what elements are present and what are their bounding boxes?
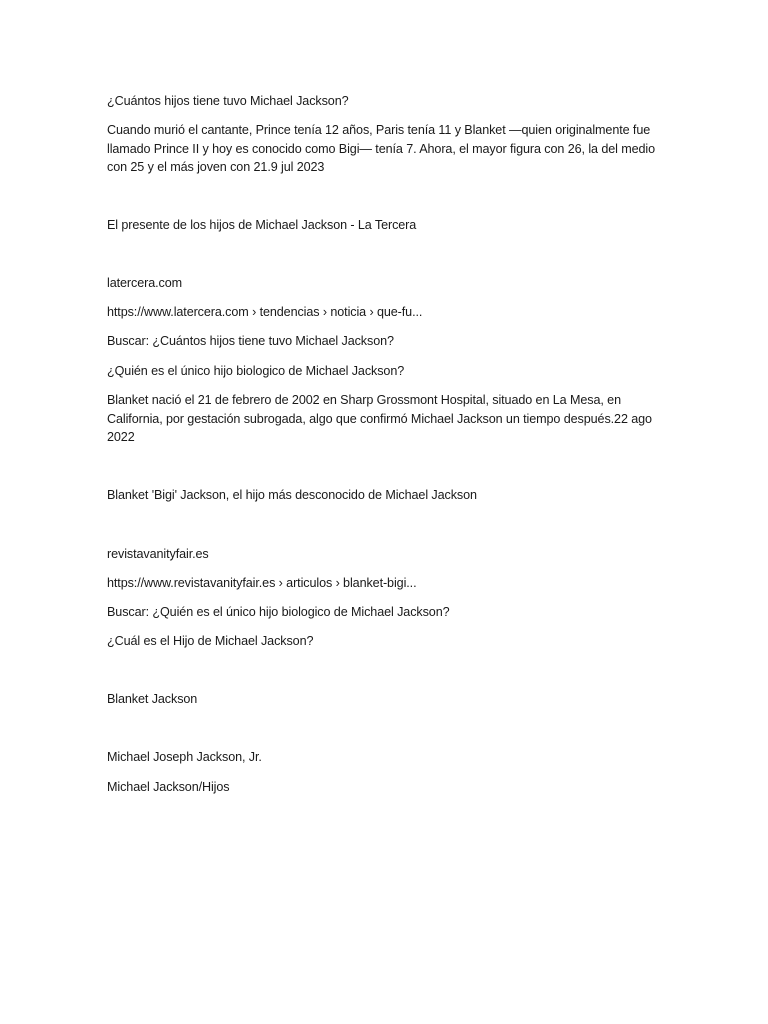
source-domain-latercera: latercera.com bbox=[107, 276, 182, 290]
question-which-son: ¿Cuál es el Hijo de Michael Jackson? bbox=[107, 634, 314, 648]
source-url-vanityfair: https://www.revistavanityfair.es › articulos › blanket-bigi... bbox=[107, 576, 417, 590]
search-query-biological-child: Buscar: ¿Quién es el único hijo biologico de Michael Jackson? bbox=[107, 605, 450, 619]
question-how-many-children: ¿Cuántos hijos tiene tuvo Michael Jackson? bbox=[107, 94, 349, 108]
source-url-latercera: https://www.latercera.com › tendencias › noticia › que-fu... bbox=[107, 305, 423, 319]
answer-blanket-jackson: Blanket Jackson bbox=[107, 692, 198, 706]
question-biological-child: ¿Quién es el único hijo biologico de Michael Jackson? bbox=[107, 364, 405, 378]
breadcrumb-michael-jackson-hijos: Michael Jackson/Hijos bbox=[107, 780, 230, 794]
answer-blanket-birth: Blanket nació el 21 de febrero de 2002 en Sharp Grossmont Hospital, situado en La Mesa, en California, por gestación subrogada, algo que confirmó Michael Jackson un tiempo después.22 ago 2022 bbox=[107, 393, 652, 444]
source-domain-vanityfair: revistavanityfair.es bbox=[107, 547, 209, 561]
answer-michael-joseph-jackson-jr: Michael Joseph Jackson, Jr. bbox=[107, 750, 262, 764]
search-query-how-many-children: Buscar: ¿Cuántos hijos tiene tuvo Michael Jackson? bbox=[107, 334, 394, 348]
answer-children-ages: Cuando murió el cantante, Prince tenía 12 años, Paris tenía 11 y Blanket —quien originalmente fue llamado Prince II y hoy es conocido como Bigi— tenía 7. Ahora, el mayor figura con 26, la del medio con 25 y el más joven con 21.9 jul 2023 bbox=[107, 123, 656, 174]
result-title-vanity-fair: Blanket 'Bigi' Jackson, el hijo más desconocido de Michael Jackson bbox=[107, 488, 477, 502]
result-title-la-tercera: El presente de los hijos de Michael Jackson - La Tercera bbox=[107, 218, 417, 232]
